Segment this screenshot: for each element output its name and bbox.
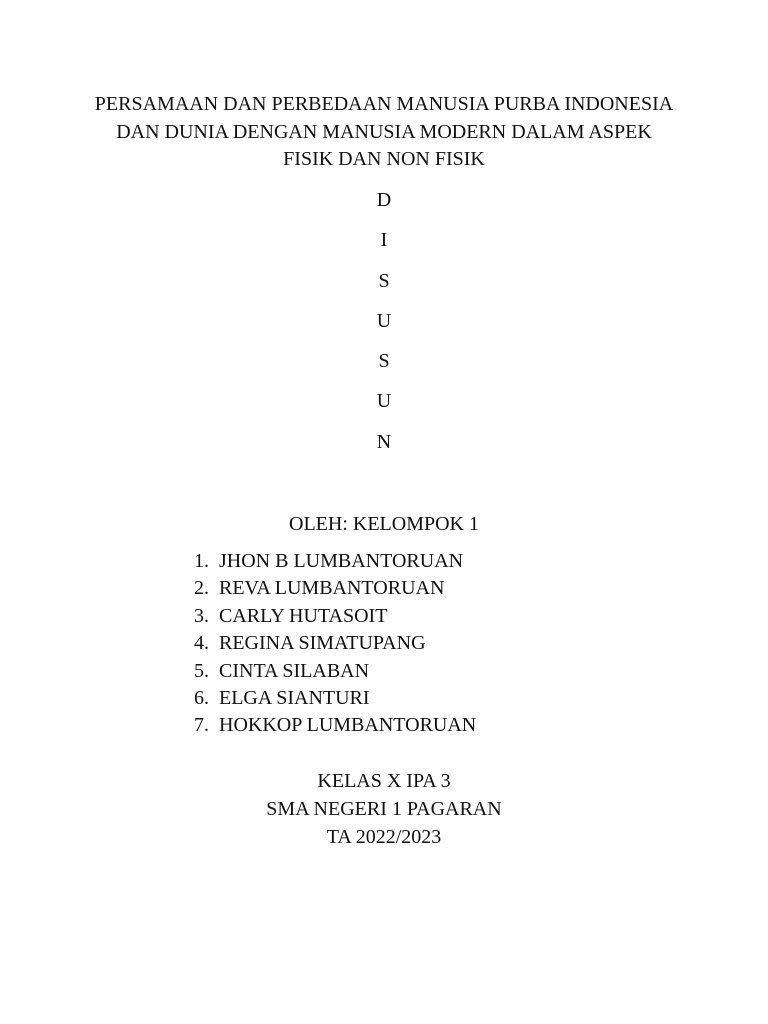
vertical-letter: I bbox=[380, 229, 388, 252]
school-year: TA 2022/2023 bbox=[326, 826, 442, 848]
list-item bbox=[194, 603, 594, 630]
member-number: 6. bbox=[194, 686, 209, 709]
member-name: HOKKOP LUMBANTORUAN bbox=[219, 714, 477, 737]
list-item bbox=[194, 658, 594, 685]
title-line-3: FISIK DAN NON FISIK bbox=[283, 148, 485, 170]
list-item bbox=[194, 630, 594, 657]
member-list bbox=[194, 548, 594, 740]
member-number: 5. bbox=[194, 659, 209, 682]
vertical-letter: U bbox=[376, 390, 392, 413]
member-number: 7. bbox=[194, 714, 209, 737]
list-item bbox=[194, 548, 594, 575]
member-name: REVA LUMBANTORUAN bbox=[219, 577, 445, 600]
list-item bbox=[194, 575, 594, 602]
group-label: OLEH: KELOMPOK 1 bbox=[289, 513, 479, 535]
member-name: ELGA SIANTURI bbox=[219, 686, 370, 709]
document-title bbox=[80, 91, 688, 174]
vertical-letter: U bbox=[376, 309, 392, 332]
vertical-letter: D bbox=[376, 189, 392, 211]
class-name: KELAS X IPA 3 bbox=[317, 770, 451, 792]
member-number: 2. bbox=[194, 577, 209, 600]
vertical-letter: N bbox=[376, 430, 392, 453]
member-name: CINTA SILABAN bbox=[219, 659, 370, 682]
member-number: 3. bbox=[194, 604, 209, 627]
vertical-word-disusun bbox=[334, 187, 434, 469]
title-line-2: DAN DUNIA DENGAN MANUSIA MODERN DALAM ASPEK bbox=[116, 120, 652, 143]
title-line-1: PERSAMAAN DAN PERBEDAAN MANUSIA PURBA INDONESIA bbox=[94, 93, 674, 115]
member-name: CARLY HUTASOIT bbox=[219, 604, 388, 627]
list-item bbox=[194, 712, 594, 739]
member-number: 1. bbox=[194, 550, 209, 572]
list-item bbox=[194, 685, 594, 712]
member-number: 4. bbox=[194, 632, 209, 655]
document-footer bbox=[184, 767, 584, 851]
school-name: SMA NEGERI 1 PAGARAN bbox=[266, 798, 502, 820]
vertical-letter: S bbox=[378, 269, 390, 292]
vertical-letter: S bbox=[378, 350, 390, 373]
member-name: JHON B LUMBANTORUAN bbox=[219, 550, 464, 572]
member-name: REGINA SIMATUPANG bbox=[219, 632, 426, 655]
